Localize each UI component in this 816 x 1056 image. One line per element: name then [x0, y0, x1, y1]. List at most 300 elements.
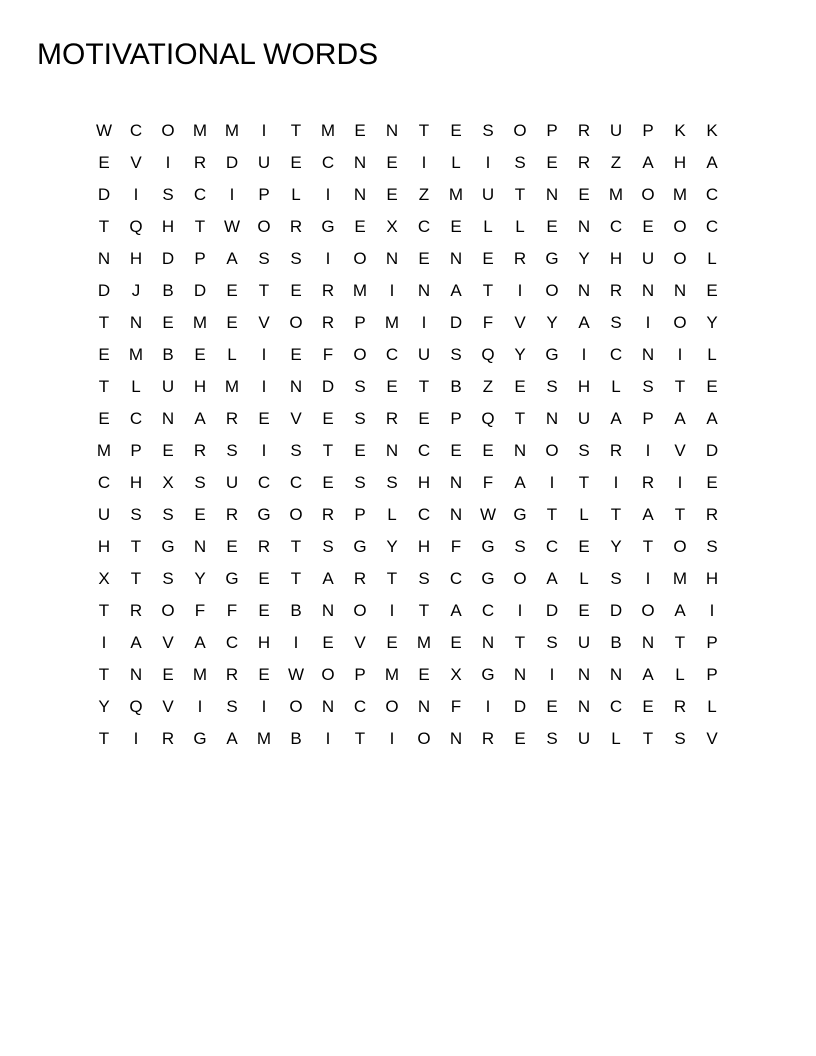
grid-letter: N: [577, 665, 591, 684]
grid-letter: T: [514, 633, 526, 652]
grid-letter: S: [450, 345, 462, 364]
grid-letter: L: [707, 345, 717, 364]
grid-letter: E: [482, 249, 494, 268]
grid-letter: I: [293, 633, 299, 652]
grid-letter: U: [161, 377, 175, 396]
grid-letter: I: [645, 569, 651, 588]
grid-letter: O: [289, 697, 303, 716]
grid-letter: V: [290, 409, 302, 428]
grid-letter: B: [162, 345, 174, 364]
grid-letter: X: [98, 569, 110, 588]
grid-letter: B: [450, 377, 462, 396]
grid-letter: S: [546, 729, 558, 748]
grid-letter: E: [226, 537, 238, 556]
grid-letter: C: [353, 697, 367, 716]
grid-letter: R: [257, 537, 271, 556]
grid-letter: W: [479, 505, 497, 524]
grid-letter: N: [385, 121, 399, 140]
grid-row: [88, 723, 728, 755]
grid-letter: O: [289, 313, 303, 332]
grid-letter: S: [546, 377, 558, 396]
grid-letter: I: [421, 153, 427, 172]
grid-letter: X: [162, 473, 174, 492]
grid-letter: L: [675, 665, 685, 684]
grid-letter: H: [129, 249, 143, 268]
grid-letter: V: [258, 313, 270, 332]
grid-letter: I: [581, 345, 587, 364]
grid-letter: D: [193, 281, 207, 300]
grid-letter: Y: [514, 345, 526, 364]
grid-letter: O: [513, 121, 527, 140]
grid-letter: E: [98, 153, 110, 172]
grid-letter: R: [321, 281, 335, 300]
grid-letter: N: [481, 633, 495, 652]
grid-letter: S: [578, 441, 590, 460]
grid-letter: Q: [481, 409, 495, 428]
grid-letter: P: [450, 409, 462, 428]
grid-letter: U: [417, 345, 431, 364]
grid-letter: Z: [610, 153, 622, 172]
grid-letter: S: [482, 121, 494, 140]
grid-letter: E: [354, 217, 366, 236]
grid-letter: C: [289, 473, 303, 492]
grid-letter: T: [290, 121, 302, 140]
grid-letter: E: [546, 153, 558, 172]
grid-letter: L: [227, 345, 237, 364]
grid-letter: L: [707, 697, 717, 716]
grid-letter: B: [290, 601, 302, 620]
grid-letter: U: [225, 473, 239, 492]
grid-letter: N: [417, 697, 431, 716]
grid-letter: T: [98, 729, 110, 748]
grid-letter: R: [193, 153, 207, 172]
grid-letter: S: [354, 473, 366, 492]
grid-letter: L: [483, 217, 493, 236]
grid-letter: A: [674, 409, 686, 428]
grid-letter: E: [482, 441, 494, 460]
grid-letter: C: [545, 537, 559, 556]
grid-letter: H: [257, 633, 271, 652]
grid-letter: I: [677, 473, 683, 492]
grid-letter: Y: [706, 313, 718, 332]
grid-letter: H: [673, 153, 687, 172]
grid-letter: F: [450, 537, 462, 556]
grid-letter: E: [450, 633, 462, 652]
grid-letter: R: [225, 409, 239, 428]
grid-letter: J: [131, 281, 141, 300]
grid-letter: M: [320, 121, 336, 140]
grid-row: [88, 243, 728, 275]
grid-row: [88, 467, 728, 499]
grid-letter: O: [353, 249, 367, 268]
grid-letter: T: [674, 505, 686, 524]
grid-letter: U: [577, 633, 591, 652]
grid-letter: T: [98, 377, 110, 396]
grid-letter: T: [514, 185, 526, 204]
grid-letter: O: [353, 601, 367, 620]
grid-letter: O: [673, 537, 687, 556]
grid-letter: F: [322, 345, 334, 364]
grid-letter: T: [354, 729, 366, 748]
grid-letter: T: [98, 665, 110, 684]
grid-letter: F: [482, 473, 494, 492]
grid-letter: E: [578, 185, 590, 204]
grid-letter: N: [97, 249, 111, 268]
grid-letter: G: [481, 665, 495, 684]
grid-letter: S: [162, 569, 174, 588]
grid-letter: N: [385, 441, 399, 460]
grid-letter: S: [354, 377, 366, 396]
grid-letter: C: [609, 697, 623, 716]
grid-letter: I: [389, 729, 395, 748]
grid-letter: P: [130, 441, 142, 460]
grid-letter: E: [322, 409, 334, 428]
grid-letter: C: [417, 441, 431, 460]
grid-letter: D: [449, 313, 463, 332]
grid-letter: O: [545, 441, 559, 460]
grid-letter: V: [162, 697, 174, 716]
grid-letter: T: [290, 569, 302, 588]
grid-letter: C: [609, 217, 623, 236]
grid-letter: U: [577, 409, 591, 428]
grid-letter: R: [705, 505, 719, 524]
grid-letter: O: [321, 665, 335, 684]
grid-letter: N: [641, 345, 655, 364]
grid-letter: U: [257, 153, 271, 172]
grid-letter: E: [290, 153, 302, 172]
grid-letter: T: [98, 601, 110, 620]
grid-letter: I: [709, 601, 715, 620]
grid-letter: P: [354, 665, 366, 684]
grid-letter: V: [514, 313, 526, 332]
grid-letter: O: [545, 281, 559, 300]
grid-row: [88, 627, 728, 659]
grid-letter: N: [321, 601, 335, 620]
grid-letter: I: [325, 729, 331, 748]
grid-letter: G: [225, 569, 239, 588]
grid-letter: M: [192, 313, 208, 332]
grid-letter: S: [226, 441, 238, 460]
grid-letter: X: [450, 665, 462, 684]
grid-letter: E: [578, 601, 590, 620]
grid-letter: E: [578, 537, 590, 556]
grid-letter: M: [352, 281, 368, 300]
grid-letter: M: [192, 121, 208, 140]
grid-letter: T: [610, 505, 622, 524]
grid-letter: A: [706, 409, 718, 428]
grid-letter: Q: [129, 217, 143, 236]
grid-letter: I: [101, 633, 107, 652]
grid-letter: G: [545, 249, 559, 268]
grid-letter: E: [418, 249, 430, 268]
grid-letter: Q: [129, 697, 143, 716]
grid-letter: A: [450, 281, 462, 300]
grid-letter: T: [642, 729, 654, 748]
grid-letter: U: [577, 729, 591, 748]
grid-letter: M: [96, 441, 112, 460]
grid-letter: M: [672, 185, 688, 204]
grid-letter: R: [481, 729, 495, 748]
grid-letter: R: [577, 153, 591, 172]
grid-letter: T: [322, 441, 334, 460]
grid-letter: E: [162, 665, 174, 684]
grid-letter: F: [194, 601, 206, 620]
grid-letter: D: [609, 601, 623, 620]
grid-row: [88, 691, 728, 723]
grid-letter: C: [609, 345, 623, 364]
grid-letter: I: [261, 345, 267, 364]
grid-letter: C: [705, 217, 719, 236]
grid-letter: O: [289, 505, 303, 524]
grid-letter: G: [353, 537, 367, 556]
grid-letter: E: [258, 601, 270, 620]
grid-letter: T: [258, 281, 270, 300]
grid-letter: S: [610, 569, 622, 588]
grid-letter: R: [577, 121, 591, 140]
grid-letter: A: [578, 313, 590, 332]
word-search-grid: [88, 115, 728, 755]
grid-letter: I: [645, 441, 651, 460]
grid-letter: F: [450, 697, 462, 716]
grid-letter: R: [673, 697, 687, 716]
grid-letter: T: [130, 537, 142, 556]
grid-row: [88, 499, 728, 531]
grid-letter: R: [225, 665, 239, 684]
grid-letter: S: [386, 473, 398, 492]
grid-letter: Y: [578, 249, 590, 268]
grid-letter: T: [578, 473, 590, 492]
grid-letter: N: [577, 217, 591, 236]
grid-letter: T: [98, 217, 110, 236]
grid-letter: R: [225, 505, 239, 524]
grid-letter: N: [449, 473, 463, 492]
grid-letter: C: [257, 473, 271, 492]
grid-letter: H: [417, 473, 431, 492]
grid-row: [88, 211, 728, 243]
grid-letter: H: [193, 377, 207, 396]
grid-letter: E: [258, 569, 270, 588]
grid-letter: B: [610, 633, 622, 652]
grid-letter: B: [290, 729, 302, 748]
grid-letter: P: [354, 505, 366, 524]
grid-letter: I: [517, 601, 523, 620]
grid-letter: T: [674, 633, 686, 652]
grid-letter: N: [385, 249, 399, 268]
grid-row: [88, 115, 728, 147]
grid-letter: S: [130, 505, 142, 524]
grid-letter: D: [97, 185, 111, 204]
grid-letter: N: [161, 409, 175, 428]
grid-letter: D: [225, 153, 239, 172]
grid-letter: M: [672, 569, 688, 588]
grid-letter: N: [545, 185, 559, 204]
grid-letter: M: [192, 665, 208, 684]
grid-letter: M: [224, 377, 240, 396]
grid-letter: U: [641, 249, 655, 268]
grid-letter: M: [416, 633, 432, 652]
grid-letter: X: [386, 217, 398, 236]
grid-letter: A: [610, 409, 622, 428]
grid-letter: G: [545, 345, 559, 364]
grid-letter: R: [321, 505, 335, 524]
grid-letter: P: [354, 313, 366, 332]
grid-letter: I: [549, 665, 555, 684]
grid-letter: E: [386, 377, 398, 396]
grid-letter: N: [193, 537, 207, 556]
grid-letter: O: [161, 601, 175, 620]
grid-row: [88, 531, 728, 563]
grid-letter: E: [642, 217, 654, 236]
grid-letter: N: [289, 377, 303, 396]
grid-letter: A: [546, 569, 558, 588]
grid-letter: L: [611, 377, 621, 396]
grid-letter: L: [579, 569, 589, 588]
grid-letter: E: [450, 121, 462, 140]
grid-letter: A: [642, 505, 654, 524]
grid-letter: E: [706, 377, 718, 396]
grid-letter: L: [451, 153, 461, 172]
grid-letter: E: [418, 409, 430, 428]
grid-letter: S: [226, 697, 238, 716]
grid-letter: N: [449, 729, 463, 748]
grid-letter: E: [258, 409, 270, 428]
grid-letter: R: [289, 217, 303, 236]
grid-letter: I: [325, 185, 331, 204]
grid-letter: E: [354, 121, 366, 140]
grid-letter: D: [705, 441, 719, 460]
grid-letter: T: [642, 537, 654, 556]
grid-letter: N: [129, 313, 143, 332]
grid-letter: A: [706, 153, 718, 172]
grid-letter: R: [161, 729, 175, 748]
grid-row: [88, 275, 728, 307]
grid-letter: I: [325, 249, 331, 268]
grid-letter: O: [257, 217, 271, 236]
grid-letter: L: [579, 505, 589, 524]
grid-letter: I: [261, 377, 267, 396]
grid-letter: E: [322, 633, 334, 652]
grid-letter: G: [193, 729, 207, 748]
grid-letter: S: [514, 153, 526, 172]
grid-letter: I: [549, 473, 555, 492]
grid-letter: F: [226, 601, 238, 620]
grid-letter: I: [133, 729, 139, 748]
grid-letter: Y: [610, 537, 622, 556]
grid-letter: S: [322, 537, 334, 556]
grid-letter: S: [642, 377, 654, 396]
grid-letter: M: [448, 185, 464, 204]
grid-letter: E: [418, 665, 430, 684]
grid-letter: I: [517, 281, 523, 300]
grid-letter: E: [354, 441, 366, 460]
grid-letter: I: [165, 153, 171, 172]
grid-letter: D: [545, 601, 559, 620]
grid-letter: N: [449, 505, 463, 524]
grid-letter: E: [98, 409, 110, 428]
grid-row: [88, 403, 728, 435]
grid-letter: E: [162, 313, 174, 332]
grid-letter: T: [546, 505, 558, 524]
grid-letter: E: [450, 441, 462, 460]
grid-letter: A: [642, 665, 654, 684]
grid-letter: S: [706, 537, 718, 556]
grid-letter: M: [608, 185, 624, 204]
grid-letter: S: [290, 249, 302, 268]
grid-letter: H: [97, 537, 111, 556]
grid-letter: N: [673, 281, 687, 300]
grid-letter: C: [129, 409, 143, 428]
grid-letter: M: [256, 729, 272, 748]
grid-letter: D: [513, 697, 527, 716]
grid-letter: A: [322, 569, 334, 588]
grid-letter: L: [611, 729, 621, 748]
grid-letter: V: [130, 153, 142, 172]
grid-letter: C: [225, 633, 239, 652]
grid-letter: I: [389, 281, 395, 300]
grid-letter: O: [513, 569, 527, 588]
grid-letter: H: [161, 217, 175, 236]
grid-letter: E: [322, 473, 334, 492]
grid-row: [88, 307, 728, 339]
grid-letter: E: [706, 281, 718, 300]
grid-letter: R: [609, 441, 623, 460]
grid-letter: P: [258, 185, 270, 204]
grid-letter: N: [513, 665, 527, 684]
grid-row: [88, 563, 728, 595]
grid-letter: E: [98, 345, 110, 364]
grid-letter: E: [514, 377, 526, 396]
grid-letter: E: [546, 217, 558, 236]
grid-letter: E: [514, 729, 526, 748]
grid-letter: G: [481, 537, 495, 556]
grid-letter: D: [161, 249, 175, 268]
grid-letter: G: [161, 537, 175, 556]
grid-letter: C: [385, 345, 399, 364]
grid-letter: C: [193, 185, 207, 204]
grid-letter: O: [161, 121, 175, 140]
grid-letter: P: [642, 121, 654, 140]
grid-letter: N: [321, 697, 335, 716]
grid-letter: T: [418, 121, 430, 140]
grid-letter: H: [609, 249, 623, 268]
grid-letter: C: [481, 601, 495, 620]
grid-letter: D: [97, 281, 111, 300]
grid-row: [88, 595, 728, 627]
grid-letter: I: [197, 697, 203, 716]
grid-letter: M: [224, 121, 240, 140]
grid-letter: S: [162, 185, 174, 204]
grid-letter: E: [194, 505, 206, 524]
grid-letter: S: [258, 249, 270, 268]
grid-letter: T: [514, 409, 526, 428]
grid-letter: C: [129, 121, 143, 140]
grid-letter: O: [673, 313, 687, 332]
grid-letter: I: [229, 185, 235, 204]
grid-letter: R: [513, 249, 527, 268]
grid-letter: K: [706, 121, 718, 140]
grid-letter: A: [130, 633, 142, 652]
grid-letter: B: [162, 281, 174, 300]
grid-letter: H: [577, 377, 591, 396]
grid-letter: I: [645, 313, 651, 332]
grid-letter: N: [577, 697, 591, 716]
grid-letter: H: [129, 473, 143, 492]
grid-letter: A: [194, 633, 206, 652]
grid-letter: U: [97, 505, 111, 524]
grid-letter: P: [642, 409, 654, 428]
grid-letter: R: [385, 409, 399, 428]
grid-letter: S: [610, 313, 622, 332]
